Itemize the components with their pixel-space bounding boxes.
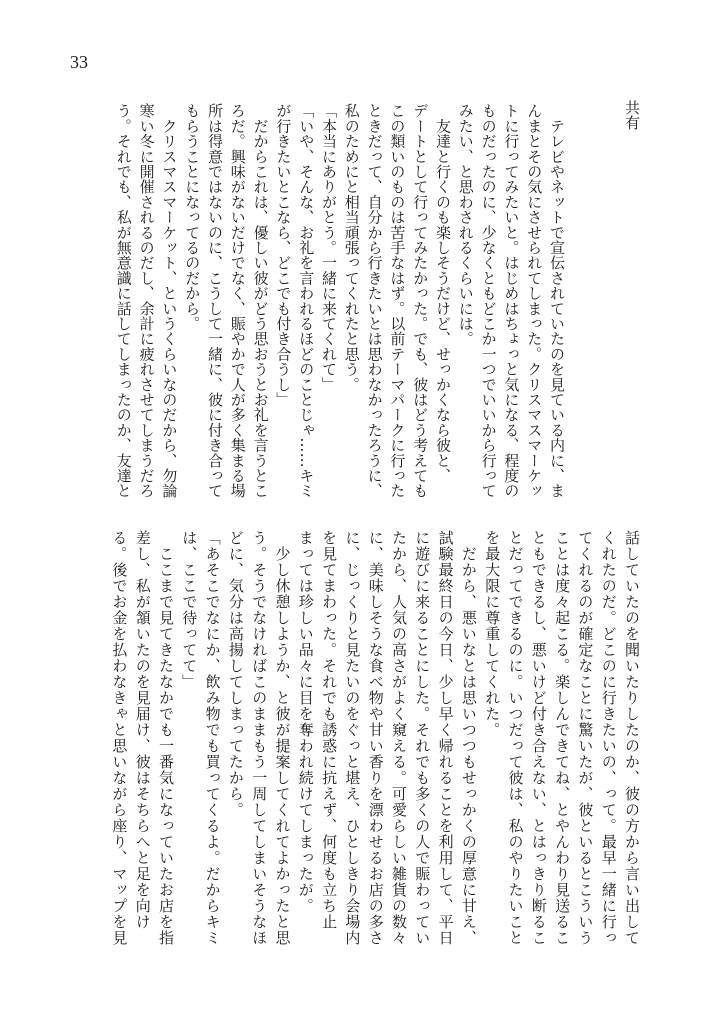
text-column: 友達と行くのも楽しそうだけど、せっかくなら彼と、 (434, 103, 452, 483)
text-column: ことは度々起こる。楽しんできてね、とやんわり見送るこ (553, 530, 572, 946)
text-column: とだってできるのに。いつだって彼は、私のやりたいこと (506, 530, 525, 946)
text-column: 「あそこでなにか、飲み物でも買ってくるよ。だからキミ (203, 530, 222, 946)
text-column: んまとその気にさせられてしまった。クリスマスマーケッ (525, 103, 544, 499)
text-column: る。後でお金を払わなきゃと思いながら座り、マップを見 (110, 530, 129, 946)
text-column: テレビやネットで宣伝されていたのを見ている内に、ま (548, 103, 566, 499)
text-column: 所は得意ではないのに、こうして一緒に、彼に付き合って (206, 103, 224, 499)
text-column: う。それでも、私が無意識に話してしまったのか、友達と (114, 103, 133, 499)
text-column: を最大限に尊重してくれた。 (483, 530, 502, 738)
text-column: 少し休憩しようか、と彼が提案してくれてよかったと思 (273, 530, 292, 946)
text-column: まっては珍しい品々に目を奪われ続けてしまったが。 (296, 530, 315, 914)
text-column: どに、気分は高揚してしまってたから。 (226, 530, 245, 818)
text-column: この類いのものは苦手なはず。以前テーマパークに行った (388, 103, 407, 499)
text-column: だからこれは、優しい彼がどう思おうとお礼を言うとこ (251, 103, 270, 499)
text-column: くれたのだ。どこのに行きたいの、って。最早一緒に行っ (599, 530, 618, 946)
text-column: もらうことになってるのだから。 (183, 103, 202, 331)
text-column: に、美味しそうな食べ物や甘い香りを漂わせるお店の多さ (366, 530, 385, 946)
text-column: だから、悪いなとは思いつつもせっかくの厚意に甘え、 (459, 530, 478, 946)
text-column: 試験最終日の今日、少し早く帰れることを利用して、平日 (436, 530, 455, 946)
running-header-title: 共有 (623, 100, 641, 130)
text-column: 話していたのを聞いたりしたのか、彼の方から言い出して (623, 530, 641, 946)
text-column: ときだって、自分から行きたいとは思わなかったろうに、 (365, 103, 384, 499)
text-column: ここまで見てきたなかでも一番気になっていたお店を指 (157, 530, 175, 946)
text-column: う。そうでなければこのままもう一周してしまいそうなほ (250, 530, 269, 946)
text-column: ともできるし、悪いけど付き合えない、とはっきり断るこ (529, 530, 548, 946)
text-column: に遊びに来ることにした。それでも多くの人で賑わってい (413, 530, 432, 946)
text-column: みたい、と思わされるくらいには。 (456, 103, 475, 347)
text-column: 差し、私が頷いたのを見届け、彼はそちらへと足を向け (133, 530, 152, 930)
page-number: 33 (70, 52, 88, 72)
text-column: を見てまわった。それでも誘惑に抗えず、何度も立ち止 (320, 530, 339, 930)
text-column: 「いや、そんな、お礼を言われるほどのことじゃ……キミ (297, 103, 316, 499)
text-column: デートとして行ってみたかった。でも、彼はどう考えても (411, 103, 430, 499)
text-column: が行きたいとこなら、どこでも付き合うし」 (274, 103, 293, 407)
text-column: たから、人気の高さがよく窺える。可愛らしい雑貨の数々 (390, 530, 408, 946)
text-column: 「本当にありがとう。一緒に来てくれて」 (320, 103, 338, 392)
text-column: は、ここで待ってて」 (180, 530, 199, 690)
text-column: ものだったのに、少なくともどこか一つでいいから行って (479, 103, 498, 499)
text-column: に、じっくりと見たいのをぐっと堪え、ひとしきり会場内 (343, 530, 362, 946)
text-column: クリスマスマーケット、というくらいなのだから、勿論 (160, 103, 179, 499)
text-column: 私のためにと相当頑張ってくれたと思う。 (342, 103, 361, 392)
text-column: 寒い冬に開催されるのだし、余計に疲れさせてしまうだろ (137, 103, 156, 499)
text-column: ろだ。興味がないだけでなく、賑やかで人が多く集まる場 (228, 103, 247, 499)
text-column: トに行ってみたいと。はじめはちょっと気になる、程度の (502, 103, 521, 499)
text-column: てくれるのが確定なことに驚いたが、彼といるとこういう (576, 530, 595, 946)
